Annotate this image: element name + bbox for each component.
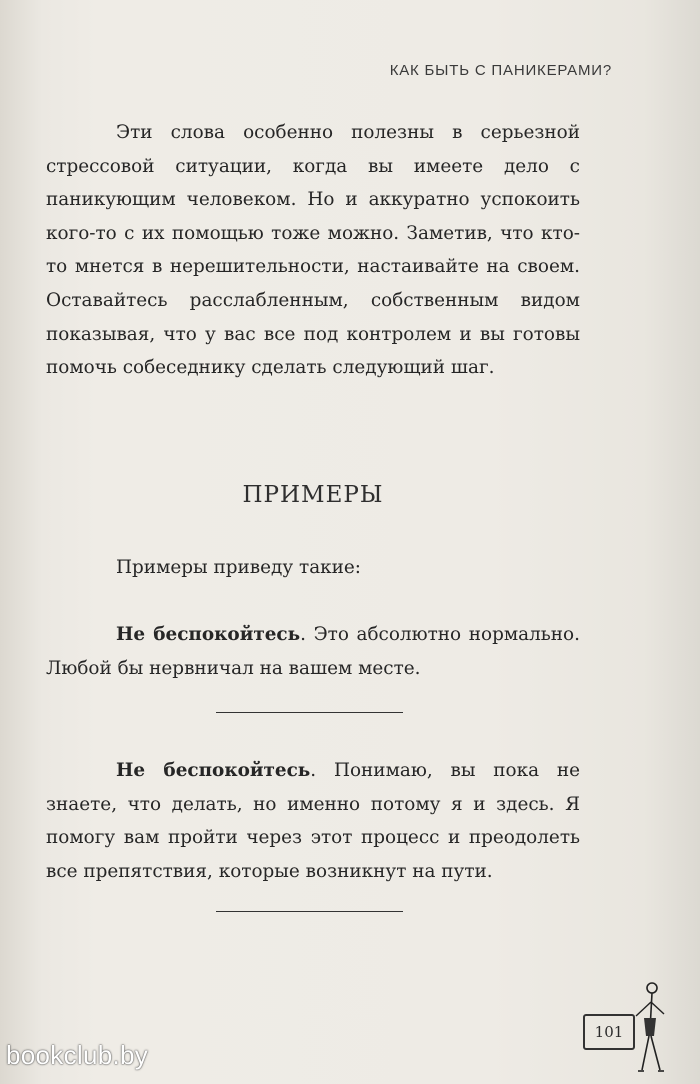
separator-rule-1 xyxy=(216,712,403,713)
example-1 xyxy=(46,618,580,685)
page-number: 101 xyxy=(583,1014,635,1050)
paragraph-main: Эти слова особенно полезны в серьезной стрессовой ситуации, когда вы имеете дело с паникующим человеком. Но и аккуратно успокоить кого-то с их помощью тоже можно. Заметив, что кто-то мнется в нерешительности, настаивайте на своем. Оставайтесь расслабленным, собственным видом показывая, что у вас все под контролем и вы готовы помочь собеседнику сделать следующий шаг. xyxy=(46,122,580,379)
example-2-text: . Понимаю, вы пока не знаете, что делать, но именно потому я и здесь. Я помогу вам пройти через этот процесс и преодолеть все препятствия, которые возникнут на пути. xyxy=(46,760,580,882)
separator-rule-2 xyxy=(216,911,403,912)
section-heading: ПРИМЕРЫ xyxy=(242,482,384,508)
site-watermark: bookclub.by xyxy=(6,1040,149,1070)
example-2 xyxy=(46,754,580,888)
example-1-text: . Это абсолютно нормально. Любой бы нервничал на вашем месте. xyxy=(46,624,580,679)
running-head: КАК БЫТЬ С ПАНИКЕРАМИ? xyxy=(389,62,612,79)
example-2-lead: Не беспокойтесь xyxy=(116,760,311,781)
examples-intro: Примеры приведу такие: xyxy=(116,557,361,578)
example-1-lead: Не беспокойтесь xyxy=(116,624,301,645)
stick-figure-icon xyxy=(630,978,670,1078)
